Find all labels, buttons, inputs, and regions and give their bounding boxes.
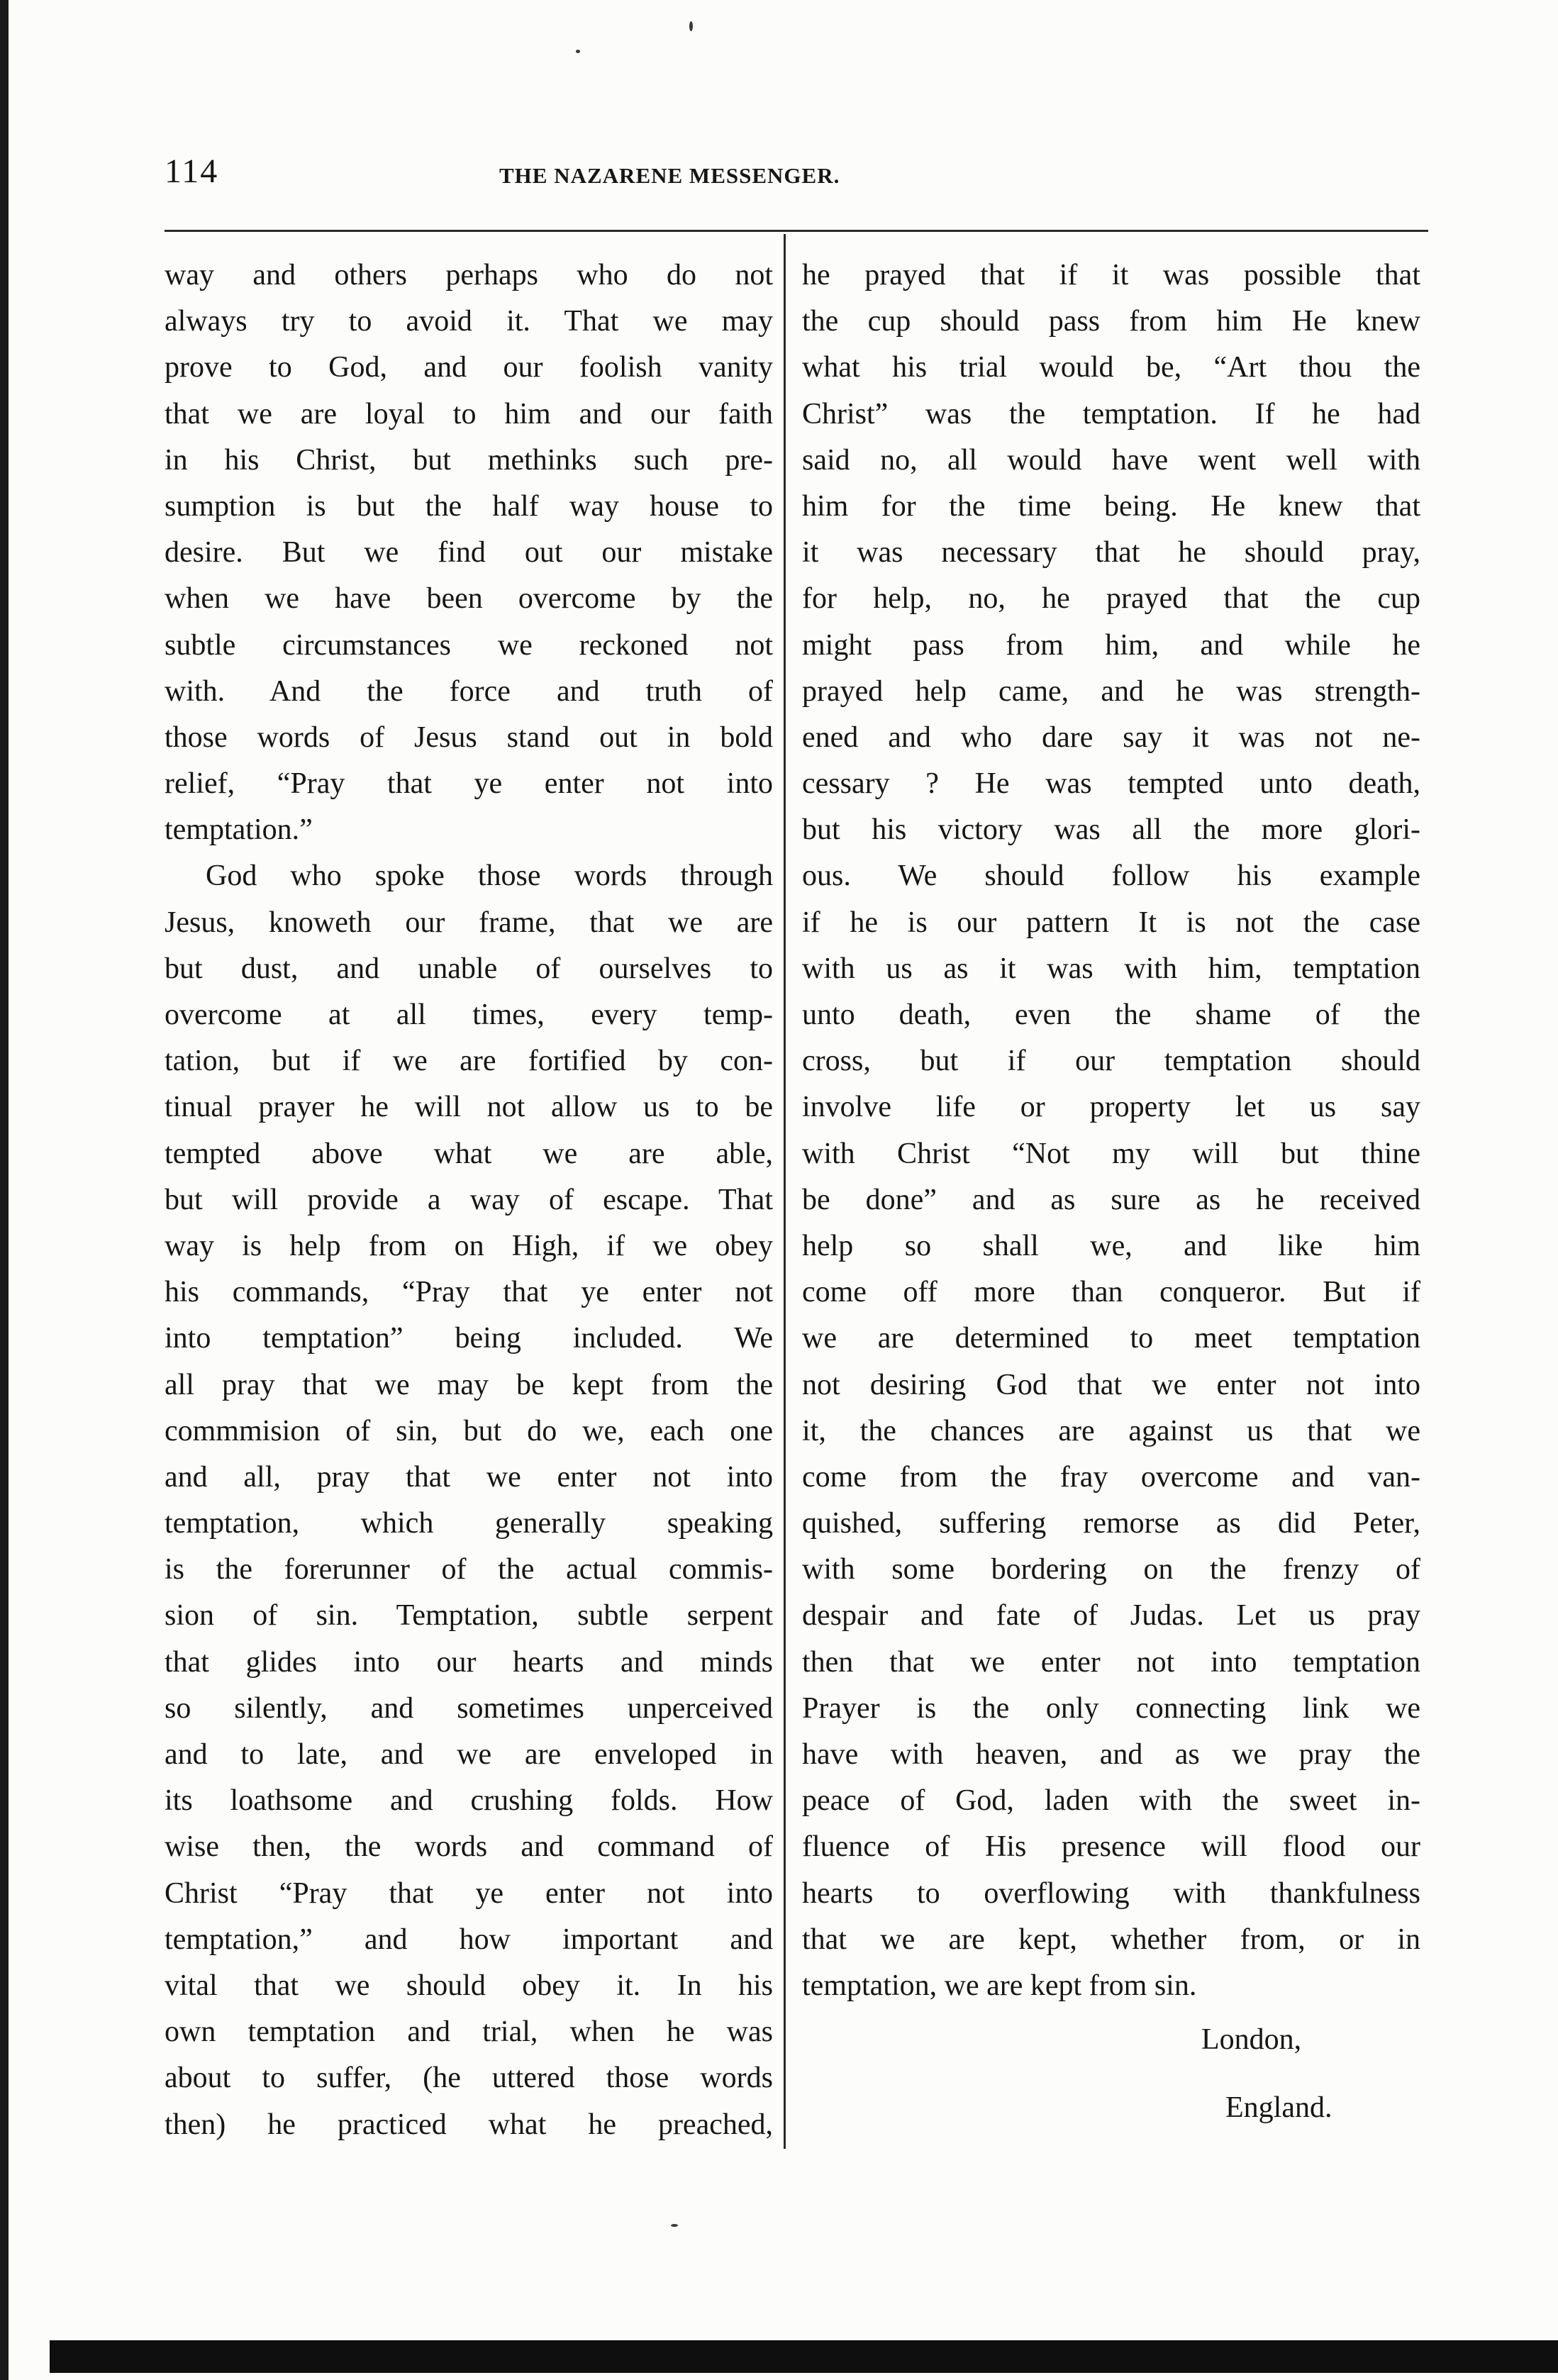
text-line: prayed help came, and he was strength- [802,674,1420,708]
text-line: that we are loyal to him and our faith [165,397,773,430]
text-line: involve life or property let us say [802,1091,1420,1124]
text-line: all pray that we may be kept from the [165,1368,773,1401]
text-line: way is help from on High, if we obey [165,1229,773,1262]
text-line: prove to God, and our foolish vanity [165,351,773,384]
left-column [165,252,773,2148]
text-line: him for the time being. He knew that [802,489,1420,523]
text-line: subtle circumstances we reckoned not [165,628,773,662]
text-line: cessary ? He was tempted unto death, [802,767,1420,801]
right-column [802,252,1420,2009]
signoff-place: London, [1201,2023,1302,2056]
text-line: he prayed that if it was possible that [802,259,1420,291]
text-line: the cup should pass from him He knew [802,305,1420,338]
text-line: overcome at all times, every temp- [165,999,773,1031]
text-line: despair and fate of Judas. Let us pray [802,1599,1420,1633]
text-line: tempted above what we are able, [165,1137,773,1170]
text-line: those words of Jesus stand out in bold [165,721,773,754]
column-divider [784,234,786,2149]
text-line: cross, but if our temptation should [802,1045,1420,1078]
text-line: wise then, the words and command of [165,1830,773,1864]
text-line: not desiring God that we enter not into [802,1368,1420,1401]
text-line: help so shall we, and like him [802,1229,1420,1262]
text-line: fluence of His presence will flood our [802,1830,1420,1864]
text-line: what his trial would be, “Art thou the [802,351,1420,384]
text-line: unto death, even the shame of the [802,999,1420,1031]
text-line: temptation.” [165,813,313,847]
text-line: peace of God, laden with the sweet in- [802,1784,1420,1818]
text-line: tation, but if we are fortified by con- [165,1045,773,1078]
text-line: and to late, and we are enveloped in [165,1738,773,1771]
text-line: into temptation” being included. We [165,1322,773,1355]
page-number: 114 [165,152,219,190]
text-line: way and others perhaps who do not [165,259,773,291]
text-line: ened and who dare say it was not ne- [802,721,1420,754]
text-line: Christ” was the temptation. If he had [802,397,1420,430]
text-line: hearts to overflowing with thankfulness [802,1876,1420,1910]
text-line: so silently, and sometimes unperceived [165,1691,773,1725]
text-line: temptation,” and how important and [165,1923,773,1956]
text-line: we are determined to meet temptation [802,1322,1420,1355]
ink-speck [671,2224,678,2227]
text-line: it was necessary that he should pray, [802,536,1420,569]
text-line: that glides into our hearts and minds [165,1645,773,1679]
text-line: tinual prayer he will not allow us to be [165,1091,773,1124]
text-line: its loathsome and crushing folds. How [165,1784,773,1818]
text-line: commmision of sin, but do we, each one [165,1414,773,1447]
text-line: then) he practiced what he preached, [165,2108,773,2141]
header-rule [165,230,1428,232]
text-line: but dust, and unable of ourselves to [165,952,773,985]
text-line: quished, suffering remorse as did Peter, [802,1507,1420,1540]
text-line: with. And the force and truth of [165,674,773,708]
text-line: sumption is but the half way house to [165,489,773,523]
text-line: that we are kept, whether from, or in [802,1923,1420,1956]
text-line: God who spoke those words through [206,860,773,893]
ink-speck [576,50,580,53]
text-line: is the forerunner of the actual commis- [165,1553,773,1586]
text-line: about to suffer, (he uttered those words [165,2062,773,2095]
text-line: always try to avoid it. That we may [165,305,773,338]
text-line: temptation, which generally speaking [165,1507,773,1540]
text-line: with some bordering on the frenzy of [802,1553,1420,1586]
text-line: then that we enter not into temptation [802,1645,1420,1679]
text-line: have with heaven, and as we pray the [802,1738,1420,1771]
text-line: said no, all would have went well with [802,443,1420,477]
text-line: come from the fray overcome and van- [802,1460,1420,1494]
signoff-country: England. [1225,2091,1332,2124]
scan-left-edge [0,0,9,2380]
text-line: and all, pray that we enter not into [165,1460,773,1494]
text-line: vital that we should obey it. In his [165,1969,773,2002]
scan-bottom-edge [50,2340,1558,2373]
text-line: relief, “Pray that ye enter not into [165,767,773,801]
text-line: but his victory was all the more glori- [802,813,1420,847]
text-line: desire. But we find out our mistake [165,536,773,569]
text-line: ous. We should follow his example [802,860,1420,893]
text-line: with us as it was with him, temptation [802,952,1420,985]
running-head: THE NAZARENE MESSENGER. [499,163,840,188]
text-line: own temptation and trial, when he was [165,2015,773,2049]
text-line: come off more than conqueror. But if [802,1276,1420,1309]
text-line: Christ “Pray that ye enter not into [165,1876,773,1910]
text-line: it, the chances are against us that we [802,1414,1420,1447]
text-line: if he is our pattern It is not the case [802,906,1420,939]
text-line: be done” and as sure as he received [802,1183,1420,1216]
ink-speck [689,21,693,31]
text-line: sion of sin. Temptation, subtle serpent [165,1599,773,1633]
text-line: Jesus, knoweth our frame, that we are [165,906,773,939]
text-line: but will provide a way of escape. That [165,1183,773,1216]
text-line: with Christ “Not my will but thine [802,1137,1420,1170]
text-line: Prayer is the only connecting link we [802,1691,1420,1725]
text-line: temptation, we are kept from sin. [802,1969,1197,2002]
text-line: when we have been overcome by the [165,582,773,616]
text-line: for help, no, he prayed that the cup [802,582,1420,616]
text-line: in his Christ, but methinks such pre- [165,443,773,477]
text-line: his commands, “Pray that ye enter not [165,1276,773,1309]
text-line: might pass from him, and while he [802,628,1420,662]
